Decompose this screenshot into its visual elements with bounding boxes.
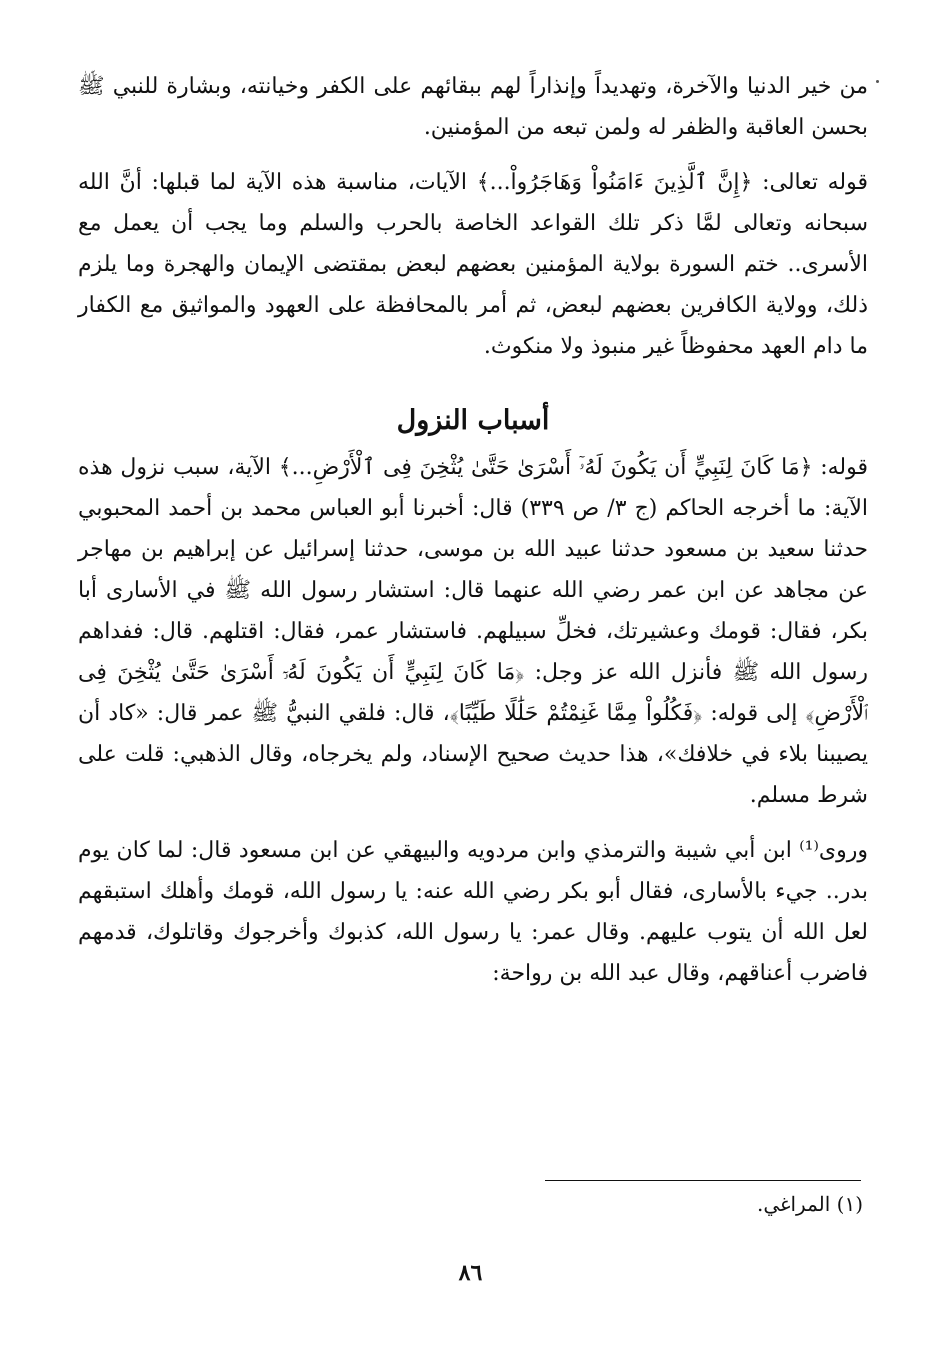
paragraph-revelation-cause: قوله: ﴿مَا كَانَ لِنَبِيٍّ أَن يَكُونَ لَهُۥٓ أَسْرَىٰ حَتَّىٰ يُثْخِنَ فِى ٱلْأَرْضِ...﴾ الآية، سبب نزول هذه الآية: ما أخرجه الحاكم (ج ٣/ ص ٣٣٩) قال: أخبرنا أبو العباس محمد بن أحمد المحبوبي حدثنا سعيد بن مسعود حدثنا عبيد الله بن موسى، حدثنا إسرائيل عن إبراهيم بن مهاجر عن مجاهد عن ابن عمر رضي الله عنهما قال: استشار رسول الله ﷺ في الأسارى أبا بكر، فقال: قومك وعشيرتك، فخلِّ سبيلهم. فاستشار عمر، فقال: اقتلهم. قال: ففداهم رسول الله ﷺ فأنزل الله عز وجل: ﴿مَا كَانَ لِنَبِيٍّ أَن يَكُونَ لَهُۥٓ أَسْرَىٰ حَتَّىٰ يُثْخِنَ فِى ٱلْأَرْضِ﴾ إلى قوله: ﴿فَكُلُواْ مِمَّا غَنِمْتُمْ حَلَٰلًا طَيِّبًا﴾، قال: فلقي النبيُّ ﷺ عمر قال: «كاد أن يصيبنا بلاء في خلافك»، هذا حديث صحيح الإسناد، ولم يخرجاه، وقال الذهبي: قلت على شرط مسلم. [78, 455, 868, 808]
paragraph-intro: من خير الدنيا والآخرة، وتهديداً وإنذاراً لهم ببقائهم على الكفر وخيانته، وبشارة للنبي ﷺ بحسن العاقبة والظفر له ولمن تبعه من المؤمنين. [78, 74, 868, 140]
page-body [78, 66, 868, 994]
footnote: (١) المراغي. [756, 1192, 863, 1216]
page-number: ٨٦ [458, 1260, 483, 1286]
footnote-divider [545, 1180, 861, 1181]
paragraph-verse-context: قوله تعالى: ﴿إِنَّ ٱلَّذِينَ ءَامَنُواْ وَهَاجَرُواْ...﴾ الآيات، مناسبة هذه الآية لما قبلها: أنَّ الله سبحانه وتعالى لمَّا ذكر تلك القواعد الخاصة بالحرب والسلم وما يجب أن يعمل مع الأسرى.. ختم السورة بولاية المؤمنين بعضهم لبعض بمقتضى الإيمان والهجرة وما يلزم ذلك، وولاية الكافرين بعضهم لبعض، ثم أمر بالمحافظة على العهود والمواثيق مع الكفار ما دام العهد محفوظاً غير منبوذ ولا منكوث. [78, 170, 868, 359]
scan-speck [876, 80, 879, 83]
section-heading: أسباب النزول [396, 405, 550, 436]
paragraph-narration: وروى⁽¹⁾ ابن أبي شيبة والترمذي وابن مردويه والبيهقي عن ابن مسعود قال: لما كان يوم بدر.. جيء بالأسارى، فقال أبو بكر رضي الله عنه: يا رسول الله، قومك وأهلك استبقهم لعل الله أن يتوب عليهم. وقال عمر: يا رسول الله، كذبوك وأخرجوك وقاتلوك، قدمهم فاضرب أعناقهم، وقال عبد الله بن رواحة: [78, 838, 868, 986]
